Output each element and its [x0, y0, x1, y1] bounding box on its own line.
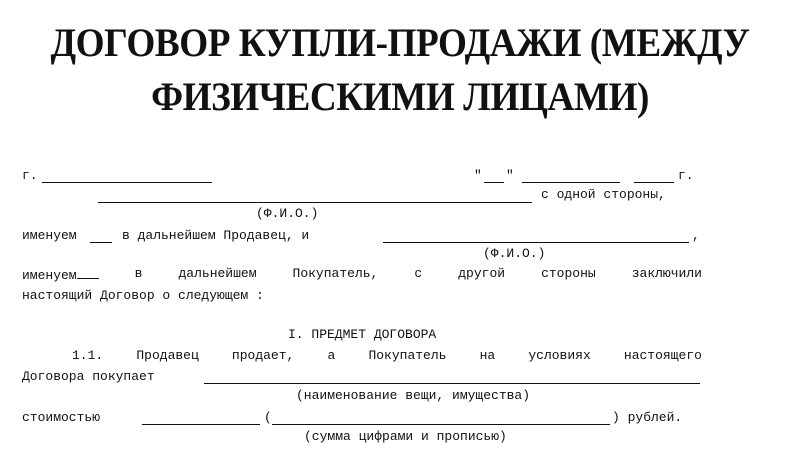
buyer-word: дальнейшем	[178, 266, 257, 281]
buyer-word: с	[414, 266, 423, 281]
buyer-word: в	[134, 266, 143, 281]
buyer-name-blank	[383, 242, 689, 243]
city-blank	[42, 182, 212, 183]
cost-words-blank	[272, 424, 610, 425]
date-year-blank	[634, 182, 674, 183]
seller-ending-blank	[90, 242, 112, 243]
buyer-word: стороны	[541, 266, 596, 281]
date-day-blank	[484, 182, 504, 183]
clause-word: а	[327, 348, 336, 363]
clause-word: Продавец	[136, 348, 199, 363]
year-suffix: г.	[678, 168, 694, 183]
clause-word: 1.1.	[72, 348, 104, 363]
seller-side-text: с одной стороны,	[541, 187, 666, 202]
date-month-blank	[522, 182, 620, 183]
clause-word: на	[479, 348, 496, 363]
item-name-blank	[204, 383, 700, 384]
clause-1-1-line	[72, 348, 702, 364]
date-quote-close: "	[506, 168, 514, 183]
item-caption: (наименование вещи, имущества)	[296, 388, 531, 403]
buyer-fio-caption: (Ф.И.О.)	[483, 246, 546, 261]
seller-named-word: именуем	[22, 228, 77, 243]
seller-name-blank	[98, 202, 532, 203]
sum-caption: (сумма цифрами и прописью)	[304, 429, 507, 444]
buyer-word: Покупатель,	[292, 266, 379, 281]
clause-word: условиях	[528, 348, 591, 363]
document-title-line-1: ДОГОВОР КУПЛИ-ПРОДАЖИ (МЕЖДУ	[50, 20, 750, 65]
cost-rub-suffix: ) рублей.	[612, 410, 683, 425]
section-heading: I. ПРЕДМЕТ ДОГОВОРА	[288, 327, 437, 342]
date-quote-open: "	[474, 168, 482, 183]
cost-number-blank	[142, 424, 260, 425]
document-title-line-2: ФИЗИЧЕСКИМИ ЛИЦАМИ)	[151, 74, 649, 119]
buyer-word: заключили	[631, 266, 702, 281]
buyer-word: другой	[458, 266, 506, 281]
clause-word: настоящего	[623, 348, 702, 363]
buyer-name-comma: ,	[692, 228, 700, 243]
seller-fio-caption: (Ф.И.О.)	[256, 206, 319, 221]
clause-word: продает,	[231, 348, 295, 363]
buyer-ending-blank	[77, 266, 99, 279]
cost-paren-open: (	[264, 410, 272, 425]
buyer-line	[22, 266, 702, 284]
buyer-word: именуем	[22, 266, 99, 284]
clause-1-1-line-2: Договора покупает	[22, 369, 155, 384]
cost-label: стоимостью	[22, 410, 101, 425]
clause-word: Покупатель	[368, 348, 447, 363]
seller-named-rest: в дальнейшем Продавец, и	[122, 228, 310, 243]
buyer-line-2: настоящий Договор о следующем :	[22, 288, 264, 303]
city-prefix: г.	[22, 168, 38, 183]
